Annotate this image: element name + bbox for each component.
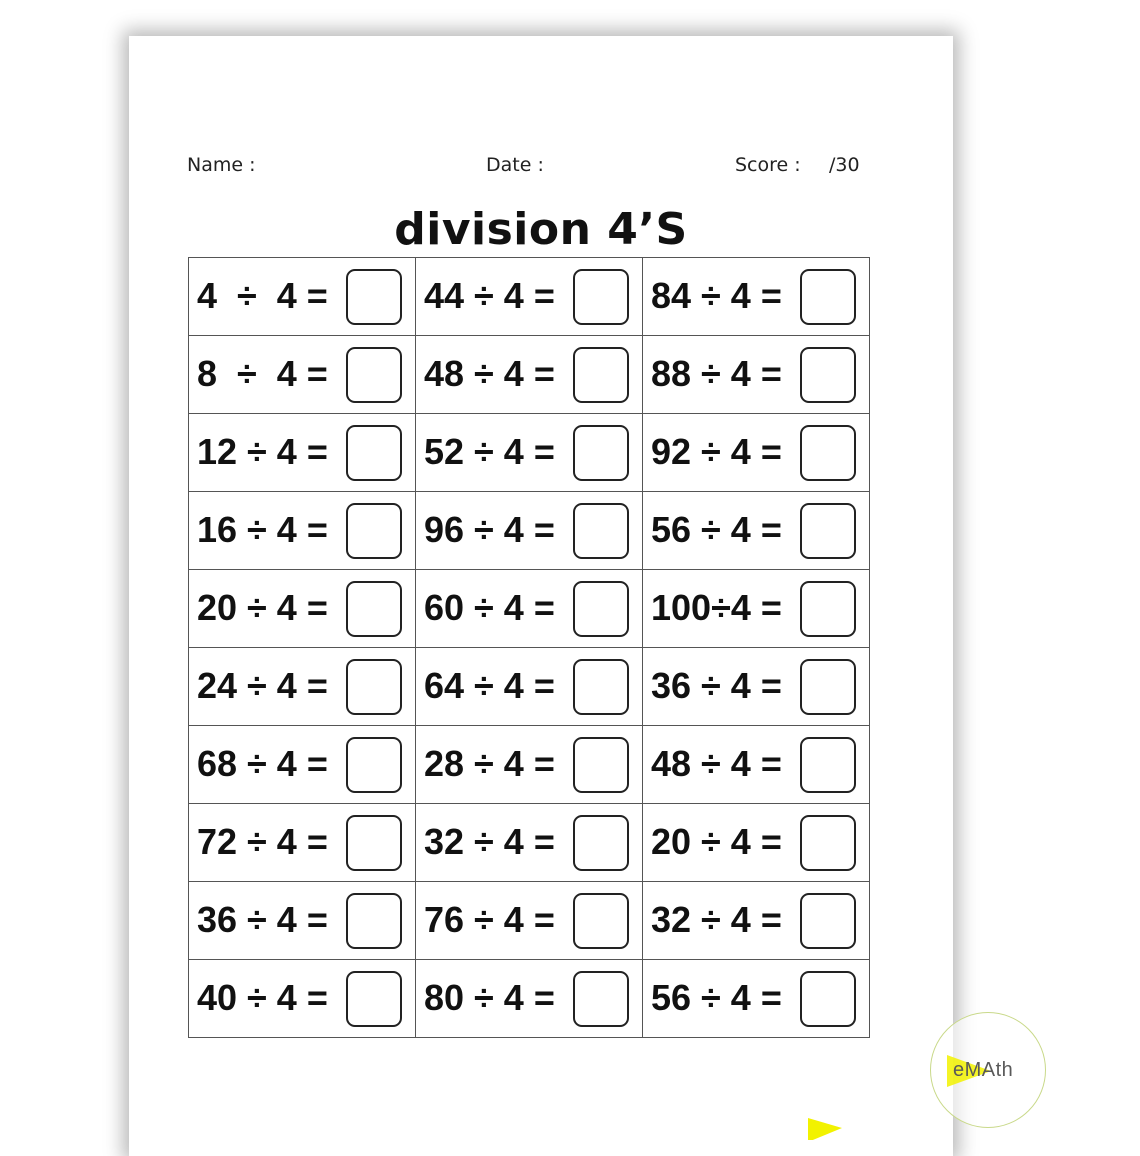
- logo-watermark: [930, 1012, 1046, 1128]
- answer-box[interactable]: [573, 971, 629, 1027]
- answer-box[interactable]: [346, 815, 402, 871]
- problem-cell: [416, 258, 643, 336]
- problem-cell: [643, 726, 870, 804]
- problem-row: [189, 336, 870, 414]
- problem-cell: [416, 570, 643, 648]
- name-label: Name :: [187, 154, 256, 176]
- problem-equation: 32 ÷ 4 =: [424, 820, 555, 862]
- problem-cell: [416, 336, 643, 414]
- problem-equation: 36 ÷ 4 =: [651, 664, 782, 706]
- problem-row: [189, 882, 870, 960]
- answer-box[interactable]: [800, 581, 856, 637]
- problem-equation: 12 ÷ 4 =: [197, 430, 328, 472]
- problem-equation: 36 ÷ 4 =: [197, 898, 328, 940]
- problem-cell: [189, 492, 416, 570]
- answer-box[interactable]: [346, 503, 402, 559]
- problem-equation: 88 ÷ 4 =: [651, 352, 782, 394]
- problem-cell: [416, 492, 643, 570]
- problem-cell: [416, 414, 643, 492]
- answer-box[interactable]: [573, 425, 629, 481]
- problem-equation: 48 ÷ 4 =: [651, 742, 782, 784]
- problem-cell: [643, 960, 870, 1038]
- problem-cell: [643, 570, 870, 648]
- problem-cell: [643, 414, 870, 492]
- answer-box[interactable]: [800, 971, 856, 1027]
- answer-box[interactable]: [800, 659, 856, 715]
- problem-cell: [189, 804, 416, 882]
- footer-logo: [794, 1118, 874, 1140]
- problem-equation: 20 ÷ 4 =: [197, 586, 328, 628]
- answer-box[interactable]: [800, 893, 856, 949]
- problem-cell: [416, 648, 643, 726]
- problem-cell: [416, 882, 643, 960]
- answer-box[interactable]: [800, 425, 856, 481]
- problem-cell: [643, 336, 870, 414]
- answer-box[interactable]: [573, 347, 629, 403]
- answer-box[interactable]: [573, 269, 629, 325]
- problem-row: [189, 726, 870, 804]
- problem-equation: 60 ÷ 4 =: [424, 586, 555, 628]
- problem-equation: 4 ÷ 4 =: [197, 274, 328, 316]
- answer-box[interactable]: [573, 815, 629, 871]
- problem-cell: [643, 258, 870, 336]
- problem-equation: 52 ÷ 4 =: [424, 430, 555, 472]
- problem-row: [189, 648, 870, 726]
- date-label: Date :: [486, 154, 544, 176]
- problem-cell: [643, 648, 870, 726]
- worksheet-page: [129, 36, 953, 1156]
- problem-equation: 16 ÷ 4 =: [197, 508, 328, 550]
- answer-box[interactable]: [800, 737, 856, 793]
- answer-box[interactable]: [800, 815, 856, 871]
- problem-equation: 56 ÷ 4 =: [651, 508, 782, 550]
- problem-equation: 72 ÷ 4 =: [197, 820, 328, 862]
- problem-equation: 20 ÷ 4 =: [651, 820, 782, 862]
- problem-cell: [189, 882, 416, 960]
- problem-equation: 56 ÷ 4 =: [651, 976, 782, 1018]
- problem-equation: 28 ÷ 4 =: [424, 742, 555, 784]
- problem-row: [189, 960, 870, 1038]
- problem-cell: [189, 960, 416, 1038]
- problem-row: [189, 258, 870, 336]
- problem-equation: 40 ÷ 4 =: [197, 976, 328, 1018]
- answer-box[interactable]: [346, 971, 402, 1027]
- problem-cell: [416, 726, 643, 804]
- problem-equation: 48 ÷ 4 =: [424, 352, 555, 394]
- problem-cell: [643, 492, 870, 570]
- score-total: /30: [829, 154, 860, 176]
- answer-box[interactable]: [346, 347, 402, 403]
- problem-equation: 80 ÷ 4 =: [424, 976, 555, 1018]
- answer-box[interactable]: [573, 737, 629, 793]
- logo-text: eMAth: [953, 1059, 1014, 1081]
- problem-row: [189, 570, 870, 648]
- problem-equation: 64 ÷ 4 =: [424, 664, 555, 706]
- problem-equation: 32 ÷ 4 =: [651, 898, 782, 940]
- answer-box[interactable]: [800, 269, 856, 325]
- answer-box[interactable]: [346, 893, 402, 949]
- problem-equation: 96 ÷ 4 =: [424, 508, 555, 550]
- problem-equation: 8 ÷ 4 =: [197, 352, 328, 394]
- problem-cell: [189, 414, 416, 492]
- answer-box[interactable]: [346, 269, 402, 325]
- answer-box[interactable]: [573, 581, 629, 637]
- problem-equation: 24 ÷ 4 =: [197, 664, 328, 706]
- problem-cell: [643, 882, 870, 960]
- problem-row: [189, 804, 870, 882]
- answer-box[interactable]: [573, 893, 629, 949]
- problem-cell: [189, 258, 416, 336]
- answer-box[interactable]: [346, 581, 402, 637]
- problem-grid: [188, 257, 870, 1038]
- answer-box[interactable]: [573, 503, 629, 559]
- problem-cell: [416, 960, 643, 1038]
- problem-equation: 84 ÷ 4 =: [651, 274, 782, 316]
- problem-equation: 92 ÷ 4 =: [651, 430, 782, 472]
- problem-row: [189, 492, 870, 570]
- problem-cell: [643, 804, 870, 882]
- answer-box[interactable]: [573, 659, 629, 715]
- problem-equation: 68 ÷ 4 =: [197, 742, 328, 784]
- answer-box[interactable]: [346, 737, 402, 793]
- worksheet-title: division 4’S: [394, 204, 688, 255]
- problem-cell: [189, 648, 416, 726]
- problem-equation: 76 ÷ 4 =: [424, 898, 555, 940]
- answer-box[interactable]: [346, 659, 402, 715]
- footer-logo-triangle-icon: [808, 1118, 842, 1140]
- score-label: Score :: [735, 154, 801, 176]
- answer-box[interactable]: [346, 425, 402, 481]
- problem-cell: [189, 336, 416, 414]
- problem-cell: [189, 570, 416, 648]
- problem-equation: 100÷4 =: [651, 586, 782, 628]
- problem-equation: 44 ÷ 4 =: [424, 274, 555, 316]
- problem-cell: [416, 804, 643, 882]
- answer-box[interactable]: [800, 503, 856, 559]
- answer-box[interactable]: [800, 347, 856, 403]
- problem-row: [189, 414, 870, 492]
- problem-cell: [189, 726, 416, 804]
